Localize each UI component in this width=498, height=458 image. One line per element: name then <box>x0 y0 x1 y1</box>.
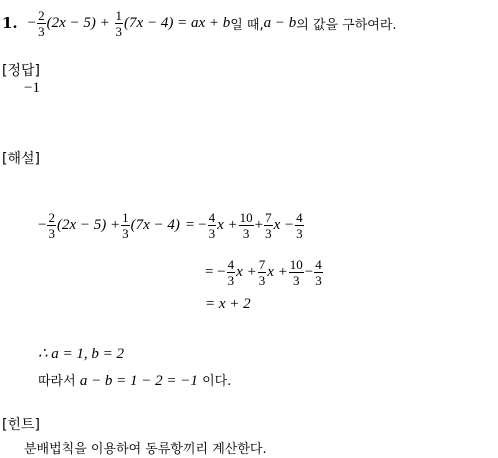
fraction: $\frac{10}{3}$ <box>239 209 253 241</box>
problem-expression: − $\frac{2}{3}$ (2x − 5) + $\frac{1}{3}$ (7x − 4) = ax + b <box>27 7 231 39</box>
fraction: $\frac{4}{3}$ <box>315 256 322 288</box>
hint-label: [힌트] <box>2 417 40 433</box>
derivation-line-3: = x + 2 <box>205 296 251 312</box>
conclusion-line: 따라서 a − b = 1 − 2 = −1 이다. <box>38 373 232 389</box>
fraction: $\frac{1}{3}$ <box>122 209 129 241</box>
fraction: $\frac{7}{3}$ <box>258 256 266 288</box>
fraction: $\frac{4}{3}$ <box>208 209 216 241</box>
derivation-line-1: − $\frac{2}{3}$ (2x − 5) + $\frac{1}{3}$ (7x − 4) = − $\frac{4}{3}$ x + $\frac{10}{3}$ + $\frac{7}{3}$ x − $\frac{4}{3}$ <box>38 209 303 241</box>
therefore-line: ∴ a = 1, b = 2 <box>38 346 125 362</box>
fraction: $\frac{7}{3}$ <box>265 209 272 241</box>
answer-label: [정답] <box>2 63 40 79</box>
fraction: $\frac{2}{3}$ <box>38 7 45 39</box>
problem-statement: 1. − $\frac{2}{3}$ (2x − 5) + $\frac{1}{3}$ (7x − 4) = ax + b 일 때, a − b 의 값을 구하여라. <box>2 7 397 39</box>
fraction: $\frac{4}{3}$ <box>227 256 235 288</box>
fraction: $\frac{1}{3}$ <box>115 7 123 39</box>
problem-number: 1. <box>2 14 18 32</box>
fraction: $\frac{4}{3}$ <box>296 209 303 241</box>
fraction: $\frac{10}{3}$ <box>289 256 303 288</box>
hint-text: 분배법칙을 이용하여 동류항끼리 계산한다. <box>24 442 267 457</box>
explanation-label: [해설] <box>2 151 40 167</box>
derivation-line-2: = − $\frac{4}{3}$ x + $\frac{7}{3}$ x + $\frac{10}{3}$ − $\frac{4}{3}$ <box>205 256 322 288</box>
answer-value: −1 <box>24 80 40 96</box>
fraction: $\frac{2}{3}$ <box>48 209 55 241</box>
